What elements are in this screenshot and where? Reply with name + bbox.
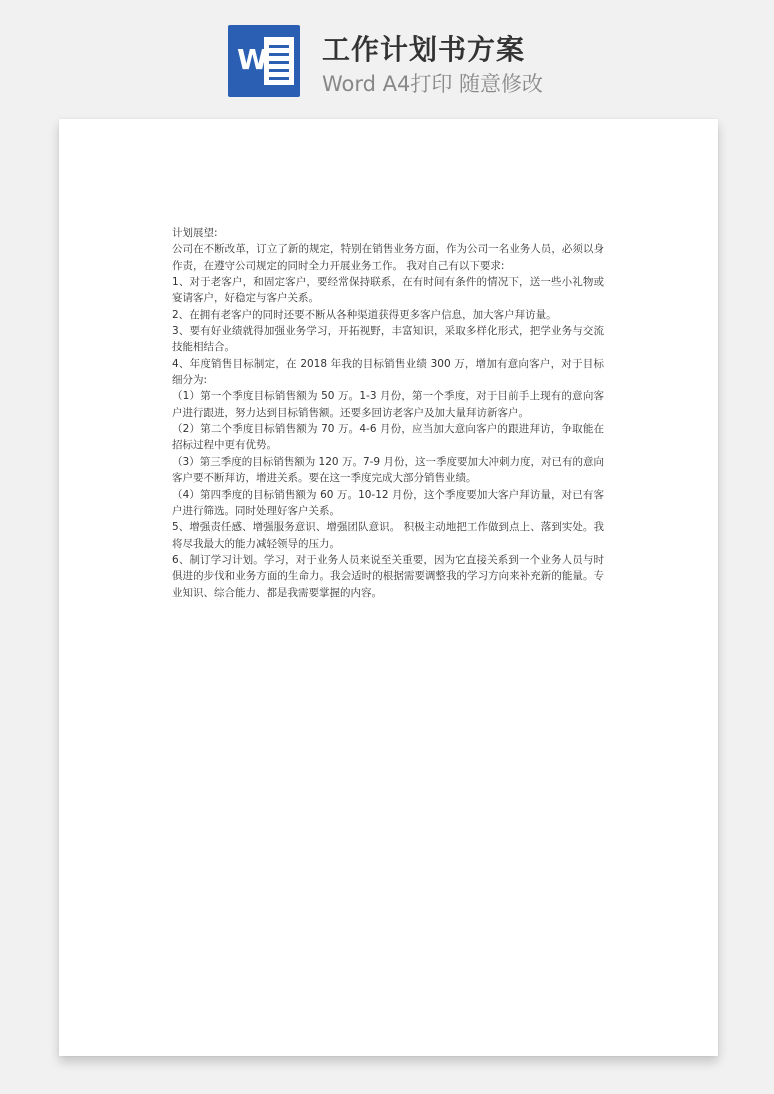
paragraph-q2: （2）第二个季度目标销售额为 70 万。4-6 月份，应当加大意向客户的跟进拜访，争取能在招标过程中更有优势。	[172, 423, 604, 452]
document-page	[59, 119, 718, 1056]
paragraph-heading: 计划展望:	[172, 227, 218, 239]
page-subtitle: Word A4打印 随意修改	[322, 72, 544, 96]
page-header	[0, 0, 774, 118]
word-icon	[228, 25, 300, 97]
paragraph-q4: （4）第四季度的目标销售额为 60 万。10-12 月份，这个季度要加大客户拜访量，对已有客户进行筛选。同时处理好客户关系。	[172, 488, 604, 517]
paragraph-item-3: 3、要有好业绩就得加强业务学习，开拓视野，丰富知识，采取多样化形式，把学业务与交流技能相结合。	[172, 325, 604, 354]
paragraph-item-2: 2、在拥有老客户的同时还要不断从各种渠道获得更多客户信息，加大客户拜访量。	[172, 308, 557, 321]
paragraph-item-6: 6、制订学习计划。学习，对于业务人员来说至关重要，因为它直接关系到一个业务人员与时俱进的步伐和业务方面的生命力。我会适时的根据需要调整我的学习方向来补充新的能量。专业知识、综合能力、都是我需要掌握的内容。	[172, 553, 604, 599]
page-title: 工作计划书方案	[322, 33, 526, 66]
document-lines-icon	[264, 37, 294, 85]
paragraph-intro: 公司在不断改革，订立了新的规定，特别在销售业务方面，作为公司一名业务人员，必须以身作责，在遵守公司规定的同时全力开展业务工作。 我对自己有以下要求:	[172, 243, 604, 272]
paragraph-item-5: 5、增强责任感、增强服务意识、增强团队意识。 积极主动地把工作做到点上、落到实处。我将尽我最大的能力减轻领导的压力。	[172, 521, 604, 550]
document-body	[172, 225, 604, 601]
word-icon-letter: W	[237, 43, 268, 76]
paragraph-item-4: 4、年度销售目标制定，在 2018 年我的目标销售业绩 300 万，增加有意向客户，对于目标细分为:	[172, 357, 604, 387]
paragraph-q3: （3）第三季度的目标销售额为 120 万。7-9 月份，这一季度要加大冲刺力度，对已有的意向客户要不断拜访，增进关系。要在这一季度完成大部分销售业绩。	[172, 455, 604, 485]
paragraph-item-1: 1、对于老客户，和固定客户，要经常保持联系，在有时间有条件的情况下，送一些小礼物或宴请客户，好稳定与客户关系。	[172, 276, 604, 305]
paragraph-q1: （1）第一个季度目标销售额为 50 万。1-3 月份，第一个季度，对于目前手上现有的意向客户进行跟进，努力达到目标销售额。还要多回访老客户及加大量拜访新客户。	[172, 390, 604, 419]
